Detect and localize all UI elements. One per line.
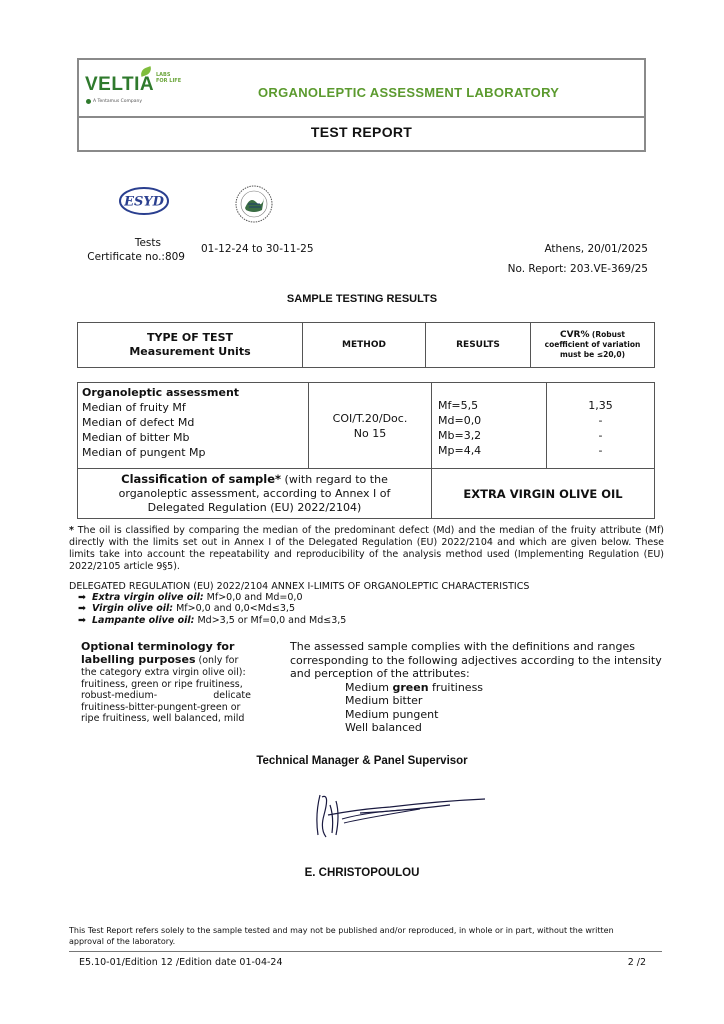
classification-result: EXTRA VIRGIN OLIVE OIL (432, 469, 655, 519)
cvr-mf: 1,35 (588, 399, 613, 412)
section-title: SAMPLE TESTING RESULTS (286, 293, 438, 305)
limit-lampante: ➡ Lampante olive oil: Md>3,5 or Mf=0,0 and Md≤3,5 (78, 615, 347, 626)
result-mf: Mf=5,5 (438, 399, 479, 412)
footer-divider (69, 951, 662, 952)
classification-footnote: * The oil is classified by comparing the median of the predominant defect (Md) and the median of the fruity attribute (Mf) directly with the limits set out in Annex I of the Delegated Regulation (EU) 2022/2104 and which are given below. These limits take into account the repeatability and reproducibility of the analysis method used (Implementing Regulation (EU) 2022/2105 article 9§5). (69, 525, 664, 572)
logo-brand: VELTIA (85, 74, 155, 95)
veltia-logo (85, 66, 235, 112)
laboratory-seal-icon (234, 184, 274, 224)
row-label-defect: Median of defect Md (82, 416, 195, 429)
result-md: Md=0,0 (438, 414, 482, 427)
method-cell: COI/T.20/Doc. No 15 (309, 383, 432, 469)
adjective-2: Medium bitter (345, 694, 423, 707)
tests-label: Tests (134, 237, 161, 249)
optional-body-3: fruitiness-bitter-pungent-green or (81, 701, 241, 713)
row-label-fruity: Median of fruity Mf (82, 401, 186, 414)
report-title: TEST REPORT (310, 124, 413, 140)
certificate-number: Certificate no.:809 (87, 251, 185, 263)
adjective-1: Medium green fruitiness (345, 680, 484, 694)
esyd-text: ESYD (124, 194, 164, 210)
place-date: Athens, 20/01/2025 (544, 243, 648, 255)
handwritten-signature-icon (300, 785, 500, 845)
arrow-right-icon: ➡ (78, 615, 86, 626)
cvr-mp: - (598, 444, 603, 457)
page-number: 2 /2 (627, 957, 646, 968)
limits-title: DELEGATED REGULATION (EU) 2022/2104 ANNEX I-LIMITS OF ORGANOLEPTIC CHARACTERISTICS (69, 581, 530, 592)
arrow-right-icon: ➡ (78, 592, 86, 603)
logo-tagline: LABS FOR LIFE (156, 72, 182, 84)
assessment-title: Organoleptic assessment (82, 386, 240, 399)
cvr-mb: - (598, 429, 603, 442)
row-label-bitter: Median of bitter Mb (82, 431, 190, 444)
col-method: METHOD (303, 323, 426, 368)
report-number: No. Report: 203.VE-369/25 (507, 263, 648, 275)
cvr-cell (547, 383, 655, 469)
results-cell (432, 383, 547, 469)
results-table (77, 382, 655, 519)
logo-sub: A Tentamus Company (93, 99, 143, 104)
signatory-name: E. CHRISTOPOULOU (304, 867, 420, 879)
tentamus-dot-icon (86, 99, 91, 104)
results-header-table (77, 322, 655, 368)
result-mp: Mp=4,4 (438, 444, 482, 457)
optional-terminology: Optional terminology for labelling purposes (only for the category extra virgin olive oil): fruitiness, green or ripe fruitiness, robust-medium- delicate fruitiness-bitter-pungent-green or ripe fruitiness, well balanced, mild (81, 640, 251, 724)
col-type-of-test: TYPE OF TEST Measurement Units (78, 323, 303, 368)
optional-body-1: fruitiness, green or ripe fruitiness, (81, 678, 243, 690)
optional-title-1: Optional terminology for (81, 640, 235, 653)
tests-certificate (79, 236, 185, 264)
disclaimer: This Test Report refers solely to the sample tested and may not be published and/or reproduced, in whole or in part, without the written approval of the laboratory. (69, 926, 614, 946)
result-mb: Mb=3,2 (438, 429, 482, 442)
classification-cell: Classification of sample* (with regard to the organoleptic assessment, according to Annex I of Delegated Regulation (EU) 2022/2104) (78, 469, 432, 519)
assessment-cell (78, 383, 309, 469)
optional-title-2: labelling purposes (81, 653, 196, 666)
limit-extra-virgin: ➡ Extra virgin olive oil: Mf>0,0 and Md=0,0 (78, 592, 303, 603)
edition-info: E5.10-01/Edition 12 /Edition date 01-04-24 (79, 957, 283, 968)
col-results: RESULTS (426, 323, 531, 368)
compliance-statement: The assessed sample complies with the definitions and ranges corresponding to the following adjectives according to the intensity and perception of the attributes: Medium green fruitiness Medium bitter Medium pungent Well balanced (290, 640, 666, 735)
optional-note: the category extra virgin olive oil): (81, 667, 246, 678)
row-label-pungent: Median of pungent Mp (82, 446, 206, 459)
arrow-right-icon: ➡ (78, 603, 86, 614)
lab-title: ORGANOLEPTIC ASSESSMENT LABORATORY (258, 85, 560, 100)
validity-period: 01-12-24 to 30-11-25 (201, 243, 314, 255)
cvr-md: - (598, 414, 603, 427)
adjective-4: Well balanced (345, 721, 422, 734)
report-header (77, 58, 646, 152)
adjective-3: Medium pungent (345, 707, 439, 721)
signatory-role: Technical Manager & Panel Supervisor (256, 755, 468, 767)
limit-virgin: ➡ Virgin olive oil: Mf>0,0 and 0,0<Md≤3,5 (78, 603, 295, 614)
col-cvr: CVR% (Robust coefficient of variation must be ≤20,0) (531, 323, 655, 368)
optional-body-4: ripe fruitiness, well balanced, mild (81, 713, 245, 724)
header-top-row (79, 60, 644, 118)
esyd-accreditation-logo-icon (118, 186, 170, 216)
